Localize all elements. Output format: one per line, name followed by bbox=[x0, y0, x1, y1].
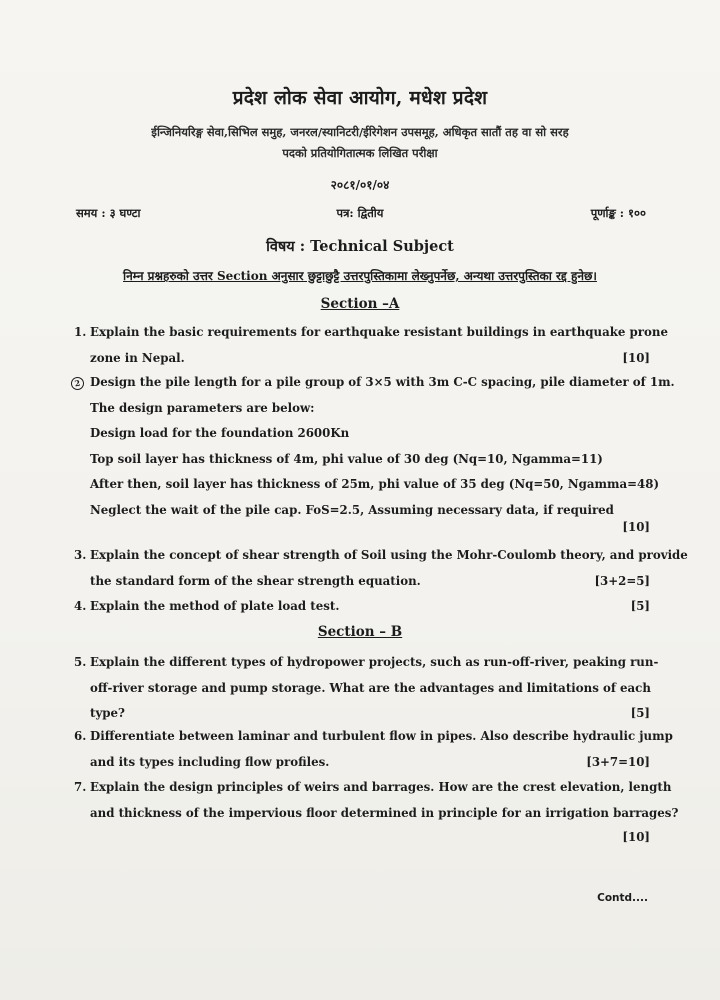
question-text: Explain the basic requirements for earthquake resistant buildings in earthquake prone bbox=[90, 325, 668, 339]
exam-subtitle bbox=[60, 122, 660, 164]
question-text: Differentiate between laminar and turbulent flow in pipes. Also describe hydraulic jump bbox=[90, 729, 673, 743]
question-marks: [5] bbox=[630, 599, 650, 613]
subtitle-line-2: पदको प्रतियोगितात्मक लिखित परीक्षा bbox=[282, 146, 438, 160]
question-text: and thickness of the impervious floor determined in principle for an irrigation barrages? bbox=[90, 805, 679, 820]
question-number: 1. bbox=[74, 325, 87, 339]
question-2 bbox=[73, 370, 675, 523]
question-marks: [10] bbox=[622, 350, 650, 365]
question-text: Design load for the foundation 2600Kn bbox=[90, 426, 350, 440]
commission-title: प्रदेश लोक सेवा आयोग, मधेश प्रदेश bbox=[232, 87, 488, 109]
question-1 bbox=[74, 320, 668, 371]
section-a-heading: Section –A bbox=[320, 296, 400, 312]
question-3 bbox=[74, 543, 688, 594]
question-5 bbox=[74, 650, 659, 727]
question-text: Top soil layer has thickness of 4m, phi value of 30 deg (Nq=10, Ngamma=11) bbox=[90, 451, 603, 466]
exam-paper: पत्र: द्वितीय bbox=[336, 206, 384, 220]
question-text: Explain the different types of hydropower projects, such as run-off-river, peaking run- bbox=[90, 655, 659, 669]
question-text: Explain the design principles of weirs and barrages. How are the crest elevation, length bbox=[90, 780, 672, 794]
question-text: the standard form of the shear strength equation. bbox=[90, 573, 421, 588]
question-number: 3. bbox=[74, 548, 87, 562]
question-text: Explain the concept of shear strength of Soil using the Mohr-Coulomb theory, and provide bbox=[90, 548, 688, 562]
question-text: and its types including flow profiles. bbox=[90, 754, 330, 769]
question-text: After then, soil layer has thickness of 25m, phi value of 35 deg (Nq=50, Ngamma=48) bbox=[90, 477, 660, 491]
question-number: 6. bbox=[74, 729, 87, 743]
circled-question-number: 2 bbox=[70, 376, 85, 391]
question-marks: [10] bbox=[622, 520, 650, 534]
question-marks: [3+7=10] bbox=[586, 754, 650, 769]
exam-instruction: निम्न प्रश्नहरुको उत्तर Section अनुसार छुट्टाछुट्टै उत्तरपुस्तिकामा लेख्नुपर्नेछ, अन्यथा उत्तरपुस्तिका रद्द हुनेछ। bbox=[123, 269, 597, 283]
exam-time: समय : ३ घण्टा bbox=[76, 206, 141, 220]
exam-date: २०८१/०१/०४ bbox=[330, 178, 390, 192]
subtitle-line-1: ईन्जिनियरिङ्ग सेवा,सिभिल समुह, जनरल/स्यानिटरी/ईरिगेशन उपसमूह, अधिकृत सातौं तह वा सो सरह bbox=[151, 125, 569, 139]
question-marks: [3+2=5] bbox=[594, 573, 650, 588]
question-text: Design the pile length for a pile group of 3×5 with 3m C-C spacing, pile diameter of 1m. bbox=[90, 375, 675, 389]
question-text: Explain the method of plate load test. bbox=[90, 599, 340, 613]
question-number: 4. bbox=[74, 599, 87, 613]
question-text: off-river storage and pump storage. What are the advantages and limitations of each bbox=[90, 680, 651, 695]
question-text: Neglect the wait of the pile cap. FoS=2.5, Assuming necessary data, if required bbox=[90, 502, 614, 517]
question-7 bbox=[74, 775, 679, 826]
question-marks: [5] bbox=[630, 706, 650, 720]
exam-subject: विषय : Technical Subject bbox=[266, 238, 454, 255]
question-number: 5. bbox=[74, 655, 87, 669]
question-marks: [10] bbox=[622, 830, 650, 844]
continued-note: Contd.... bbox=[597, 892, 648, 904]
question-number: 7. bbox=[74, 780, 87, 794]
question-4 bbox=[74, 594, 650, 620]
question-text: zone in Nepal. bbox=[90, 350, 185, 365]
question-text: The design parameters are below: bbox=[90, 400, 315, 415]
question-6 bbox=[74, 724, 673, 775]
full-marks: पूर्णाङ्क : १०० bbox=[590, 206, 646, 220]
section-b-heading: Section – B bbox=[317, 624, 403, 640]
question-text: type? bbox=[90, 706, 125, 720]
